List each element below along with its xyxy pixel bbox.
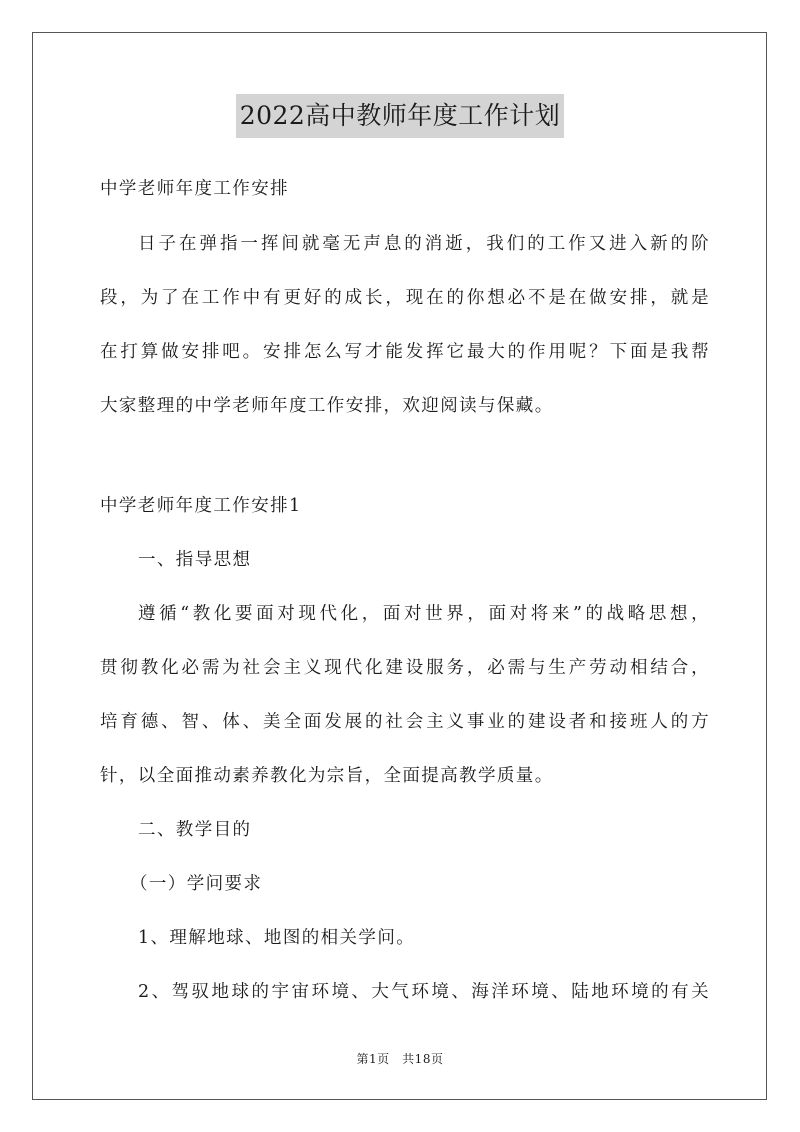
paragraph-line: 贯彻教化必需为社会主义现代化建设服务，必需与生产劳动相结合， (100, 658, 710, 678)
title-container (0, 94, 800, 138)
list-item: 2、驾驭地球的宇宙环境、大气环境、海洋环境、陆地环境的有关 (138, 982, 710, 1002)
paragraph-line: 遵循“教化要面对现代化，面对世界，面对将来”的战略思想， (138, 604, 710, 624)
subsection-heading: 一、指导思想 (138, 550, 252, 570)
subsection-heading: （一）学问要求 (130, 874, 263, 894)
paragraph-line: 日子在弹指一挥间就毫无声息的消逝，我们的工作又进入新的阶 (138, 234, 710, 254)
paragraph-line: 针，以全面推动素养教化为宗旨，全面提高教学质量。 (100, 766, 554, 786)
document-title: 2022高中教师年度工作计划 (236, 94, 565, 138)
subsection-heading: 二、教学目的 (138, 820, 252, 840)
paragraph-line: 段，为了在工作中有更好的成长，现在的你想必不是在做安排，就是 (100, 288, 710, 308)
paragraph-line: 在打算做安排吧。安排怎么写才能发挥它最大的作用呢？下面是我帮 (100, 342, 710, 362)
paragraph-line: 大家整理的中学老师年度工作安排，欢迎阅读与保藏。 (100, 396, 554, 416)
section-heading: 中学老师年度工作安排 (100, 179, 289, 199)
section-heading: 中学老师年度工作安排1 (100, 496, 302, 516)
paragraph-line: 培育德、智、体、美全面发展的社会主义事业的建设者和接班人的方 (100, 712, 710, 732)
list-item: 1、理解地球、地图的相关学问。 (138, 928, 416, 948)
page-footer: 第1页 共18页 (356, 1052, 444, 1066)
